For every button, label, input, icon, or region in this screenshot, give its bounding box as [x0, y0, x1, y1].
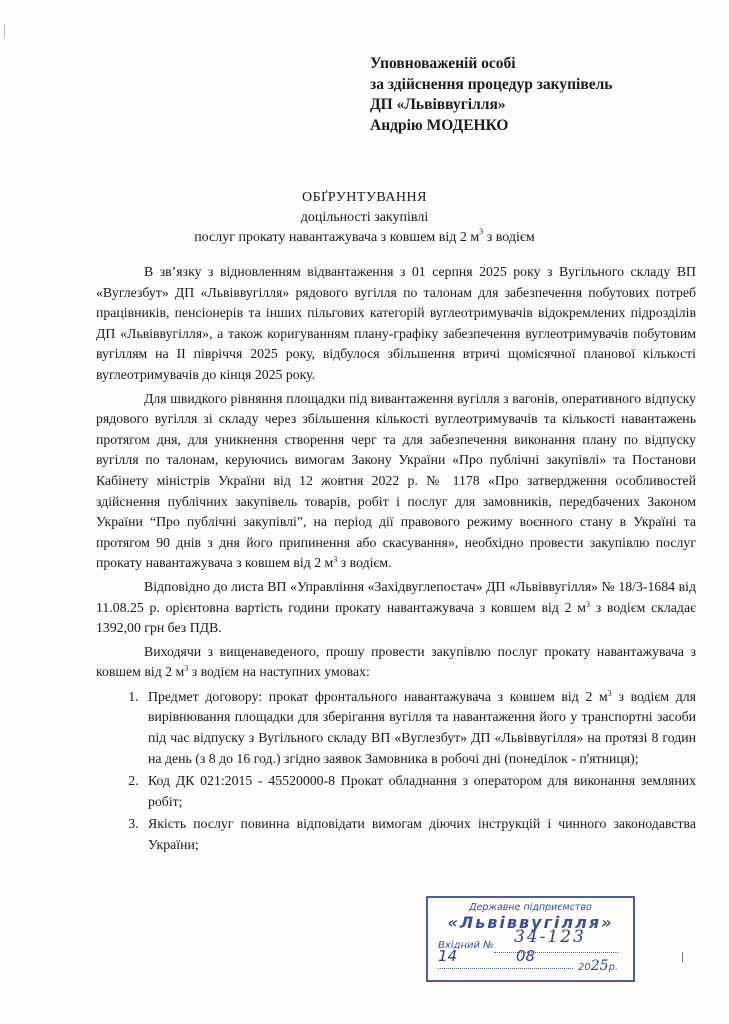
document-subject [0, 227, 729, 246]
stamp-year [578, 958, 618, 974]
stamp-dotted-line [494, 952, 618, 953]
addressee-line: Уповноваженій особі [370, 55, 516, 72]
paragraph-4 [96, 642, 696, 683]
stamp-year-end: р. [608, 962, 619, 973]
paragraph-3 [96, 577, 696, 639]
stamp-company-name: «Львіввугілля» [447, 913, 614, 932]
document-title: ОБҐРУНТУВАННЯ [301, 190, 427, 205]
document-body [96, 262, 696, 858]
subject-text: з водієм [483, 230, 535, 245]
paragraph-text: Для швидкого рівняння площадки під вивантаження вугілля з вагонів, оперативного відпуску рядового вугілля зі складу через збільшення кількості вуглеотримувачів та кількості навантажень протягом дня, для уникнення створення черг та для забезпечення виконання плану по відпуску вугілля по талонам, керуючись вимогам Закону України «Про публічні закупівлі» та Постанови Кабінету міністрів України від 12 жовтня 2022 р. № 1178 «Про затвердження особливостей здійснення публічних закупівель товарів, робіт і послуг для замовників, передбачених Законом України “Про публічні закупівлі”, на період дії правового режиму воєнного стану в Україні та протягом 90 днів з дня його припинення або скасування», необхідно провести закупівлю послуг прокату навантажувача з ковшем від 2 м [96, 390, 696, 571]
stamp-year-prefix: 20 [578, 962, 591, 973]
scan-edge-mark [682, 952, 683, 962]
list-item-text: з водієм для вирівнювання площадки для зберігання вугілля та навантаження його у транспортні засоби під час відпуску з Вугільного складу ВП «Вуглезбут» ДП «Львіввугілля» на протязі 8 годин на день (з 8 до 16 год.) згідно заявок Замовника в робочі дні (понеділок - п'ятниця); [148, 688, 696, 766]
paragraph-text: з водієм на наступних умовах: [188, 664, 370, 680]
paragraph-text: Відповідно до листа ВП «Управління «Західвуглепостач» ДП «Львіввугілля» № 18/3-1684 від 11.08.25 р. орієнтовна вартість години прокату навантажувача з ковшем від 2 м [96, 578, 696, 615]
superscript: 3 [184, 664, 189, 674]
paragraph-2 [96, 389, 696, 574]
superscript: 3 [479, 227, 484, 236]
addressee-name: Андрію МОДЕНКО [370, 116, 509, 134]
paragraph-1: В зв’язку з відновленням відвантаження з 01 серпня 2025 року з Вугільного складу ВП «Вуглезбут» ДП «Львіввугілля» рядового вугілля по талонам для забезпечення побутових потреб працівників, пенсіонерів та інших пільгових категорій вуглеотримувачів відокремлених підрозділів ДП «Львіввугілля», а також коригуванням плану-графіку забезпечення вуглеотримувачів побутовим вугіллям на ІІ півріччя 2025 року, відбулося збільшення втричі щомісячної планової кількості вуглеотримувачів до кінця 2025 року. [96, 264, 696, 382]
registration-stamp [426, 896, 635, 982]
addressee-block [370, 54, 613, 136]
list-item: 3. Якість послуг повинна відповідати вимогам діючих інструкцій і чинного законодавства України; [142, 814, 696, 855]
superscript: 3 [333, 555, 338, 565]
stamp-incoming-label: Вхідний № [438, 940, 494, 951]
stamp-year-suffix: 25 [590, 958, 609, 974]
stamp-month: 08 [516, 947, 536, 965]
stamp-organization: Державне підприємство [469, 902, 592, 913]
superscript: 3 [607, 688, 612, 698]
stamp-day: 14 [438, 947, 458, 965]
conditions-list [96, 687, 696, 856]
superscript: 3 [586, 599, 590, 609]
paragraph-text: Виходячи з вищенаведеного, прошу провести закупівлю послуг прокату навантажувача з ковшем від 2 м [96, 643, 696, 680]
list-item: 2. Код ДК 021:2015 - 45520000-8 Прокат обладнання з оператором для виконання земляних робіт; [142, 771, 696, 812]
scan-edge-mark [4, 24, 5, 38]
list-item-text: Предмет договору: прокат фронтального навантажувача з ковшем від 2 м [148, 688, 608, 704]
addressee-line: за здійснення процедур закупівель [370, 75, 613, 93]
document-subtitle: доцільності закупівлі [300, 210, 429, 225]
stamp-dotted-line [438, 968, 573, 969]
paragraph-text: з водієм. [337, 555, 392, 571]
addressee-line: ДП «Львіввугілля» [370, 96, 506, 113]
stamp-incoming-number: 34-123 [514, 927, 586, 947]
list-item [142, 687, 696, 769]
paragraph-text: з водієм складає 1392,00 грн без ПДВ. [96, 599, 696, 636]
subject-text: послуг прокату навантажувача з ковшем від 2 м [194, 230, 480, 245]
